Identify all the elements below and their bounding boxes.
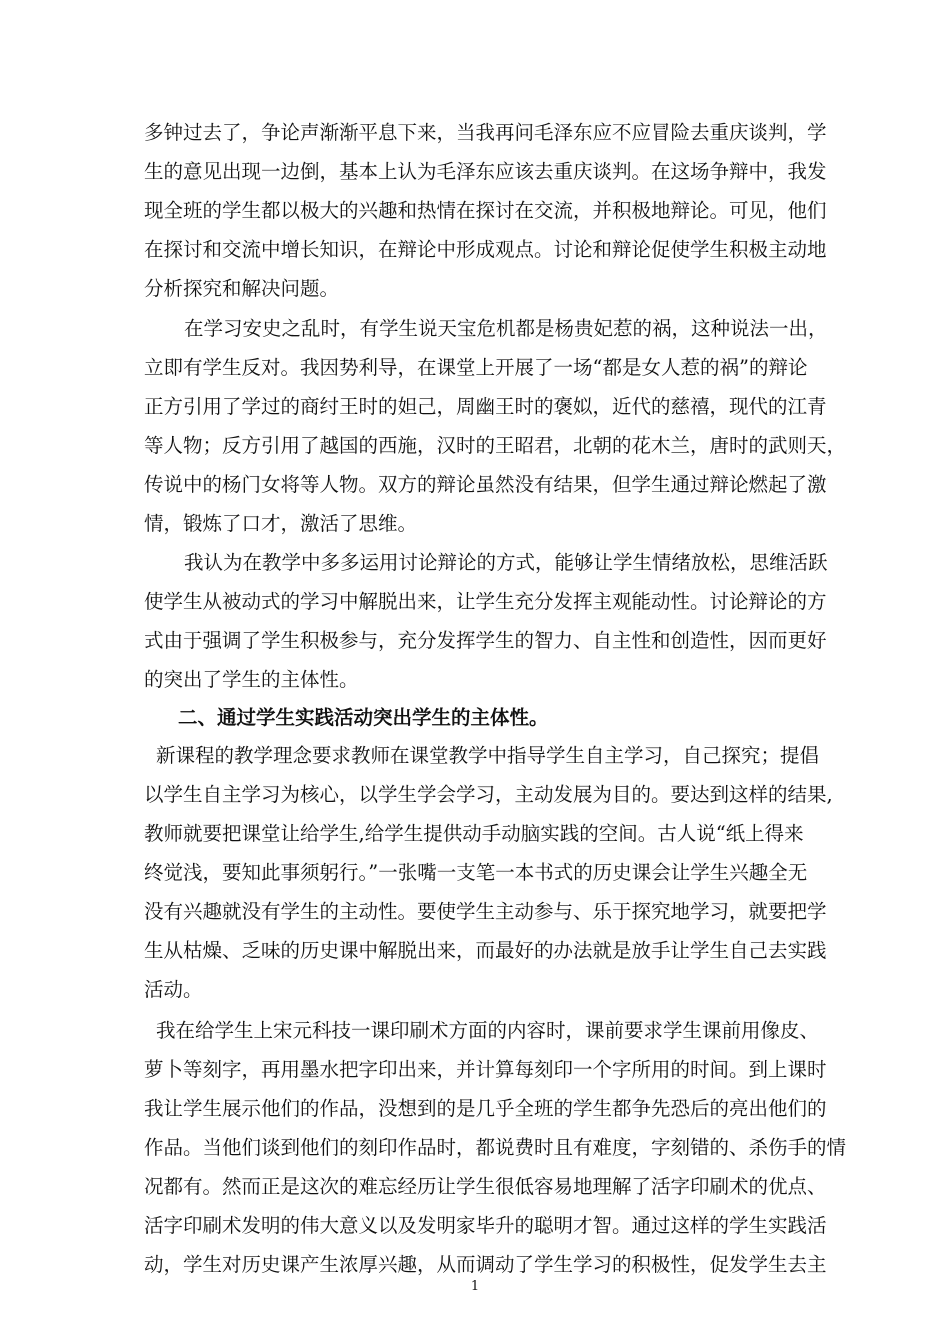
paragraph-2-line: 传说中的杨门女将等人物。双方的辩论虽然没有结果，但学生通过辩论燃起了激 — [144, 473, 827, 496]
paragraph-5-line: 活字印刷术发明的伟大意义以及发明家毕升的聪明才智。通过这样的学生实践活 — [144, 1214, 827, 1237]
paragraph-4-line: 没有兴趣就没有学生的主动性。要使学生主动参与、乐于探究地学习，就要把学 — [144, 900, 827, 923]
page-number: 1 — [470, 1279, 480, 1294]
paragraph-2-line: 在学习安史之乱时，有学生说天宝危机都是杨贵妃惹的祸，这种说法一出， — [184, 317, 828, 340]
paragraph-4-line: 以学生自主学习为核心，以学生学会学习，主动发展为目的。要达到这样的结果, — [144, 783, 833, 806]
paragraph-2-line: 立即有学生反对。我因势利导，在课堂上开展了一场“都是女人惹的祸”的辩论 — [144, 356, 808, 379]
paragraph-3-line: 使学生从被动式的学习中解脱出来，让学生充分发挥主观能动性。讨论辩论的方 — [144, 590, 827, 613]
paragraph-3-line: 我认为在教学中多多运用讨论辩论的方式，能够让学生情绪放松，思维活跃 — [184, 551, 828, 574]
paragraph-2-line: 正方引用了学过的商纣王时的妲己，周幽王时的褒姒，近代的慈禧，现代的江青 — [144, 395, 827, 418]
paragraph-5-line: 况都有。然而正是这次的难忘经历让学生很低容易地理解了活字印刷术的优点、 — [144, 1175, 827, 1198]
paragraph-5-line: 动，学生对历史课产生浓厚兴趣，从而调动了学生学习的积极性，促发学生去主 — [144, 1253, 827, 1276]
paragraph-1-line: 在探讨和交流中增长知识，在辩论中形成观点。讨论和辩论促使学生积极主动地 — [144, 238, 827, 261]
paragraph-1-line: 现全班的学生都以极大的兴趣和热情在探讨在交流，并积极地辩论。可见，他们 — [144, 199, 827, 222]
paragraph-3-line: 的突出了学生的主体性。 — [144, 668, 359, 691]
paragraph-1-line: 分析探究和解决问题。 — [144, 277, 340, 300]
paragraph-1-line: 生的意见出现一边倒，基本上认为毛泽东应该去重庆谈判。在这场争辩中，我发 — [144, 160, 827, 183]
paragraph-2-line: 情，锻炼了口才，激活了思维。 — [144, 512, 418, 535]
paragraph-4-line: 生从枯燥、乏味的历史课中解脱出来，而最好的办法就是放手让学生自己去实践 — [144, 939, 827, 962]
paragraph-5-line: 我让学生展示他们的作品，没想到的是几乎全班的学生都争先恐后的亮出他们的 — [144, 1097, 827, 1120]
paragraph-5-line: 我在给学生上宋元科技一课印刷术方面的内容时，课前要求学生课前用像皮、 — [156, 1019, 820, 1042]
paragraph-4-line: 新课程的教学理念要求教师在课堂教学中指导学生自主学习，自己探究；提倡 — [156, 744, 820, 767]
paragraph-4-line: 教师就要把课堂让给学生,给学生提供动手动脑实践的空间。古人说“纸上得来 — [144, 822, 804, 845]
paragraph-2-line: 等人物；反方引用了越国的西施，汉时的王昭君，北朝的花木兰，唐时的武则天， — [144, 434, 847, 457]
paragraph-4-line: 终觉浅，要知此事须躬行。”一张嘴一支笔一本书式的历史课会让学生兴趣全无 — [144, 861, 808, 884]
paragraph-3-line: 式由于强调了学生积极参与，充分发挥学生的智力、自主性和创造性，因而更好 — [144, 629, 827, 652]
paragraph-5-line: 萝卜等刻字，再用墨水把字印出来，并计算每刻印一个字所用的时间。到上课时 — [144, 1058, 827, 1081]
section-heading: 二、通过学生实践活动突出学生的主体性。 — [178, 706, 549, 729]
paragraph-4-line: 活动。 — [144, 978, 203, 1001]
paragraph-1-line: 多钟过去了，争论声渐渐平息下来，当我再问毛泽东应不应冒险去重庆谈判，学 — [144, 121, 827, 144]
paragraph-5-line: 作品。当他们谈到他们的刻印作品时，都说费时且有难度，字刻错的、杀伤手的情 — [144, 1136, 847, 1159]
